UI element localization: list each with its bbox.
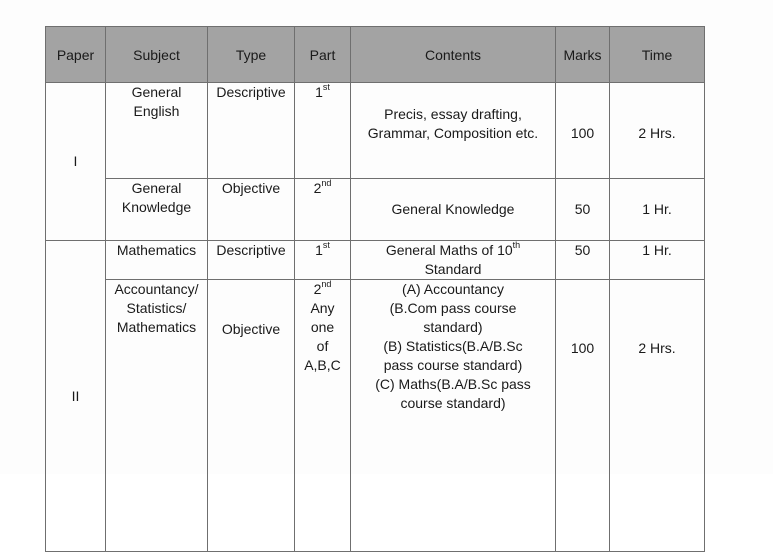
subject-line: Mathematics xyxy=(116,319,197,335)
contents-line: (A) Accountancy xyxy=(402,281,504,297)
subject-cell xyxy=(106,280,208,552)
header-contents: Contents xyxy=(351,27,556,83)
part-note-line: of xyxy=(316,338,329,354)
subject-line: Mathematics xyxy=(116,242,197,258)
table-row xyxy=(46,241,705,280)
type-text: Objective xyxy=(221,321,281,337)
part-cell xyxy=(295,280,351,552)
header-time: Time xyxy=(610,27,705,83)
subject-line: General xyxy=(131,84,182,100)
contents-line: Standard xyxy=(424,261,482,277)
paper-cell-2 xyxy=(46,241,106,552)
part-number: 2 xyxy=(313,281,322,297)
time-cell xyxy=(610,179,705,241)
contents-line: Grammar, Composition etc. xyxy=(367,125,539,141)
header-subject: Subject xyxy=(106,27,208,83)
part-ordinal: st xyxy=(322,240,330,251)
part-number: 1 xyxy=(315,84,323,100)
type-cell xyxy=(208,241,295,280)
part-number: 1 xyxy=(315,242,323,258)
type-cell xyxy=(208,83,295,179)
header-paper: Paper xyxy=(46,27,106,83)
time-value: 1 Hr. xyxy=(642,242,672,258)
contents-line: General Knowledge xyxy=(391,201,515,217)
part-cell xyxy=(295,179,351,241)
part-ordinal: nd xyxy=(321,279,332,290)
type-cell xyxy=(208,179,295,241)
header-part: Part xyxy=(295,27,351,83)
part-cell xyxy=(295,241,351,280)
type-text: Descriptive xyxy=(216,242,286,258)
table-row xyxy=(46,280,705,552)
contents-cell xyxy=(351,83,556,179)
table-row xyxy=(46,179,705,241)
type-text: Descriptive xyxy=(216,84,286,100)
contents-line: course standard) xyxy=(400,395,506,411)
marks-value: 100 xyxy=(570,125,595,141)
paper-number: II xyxy=(71,387,80,404)
part-note-line: one xyxy=(310,319,335,335)
part-ordinal: st xyxy=(322,82,330,93)
marks-cell xyxy=(556,241,610,280)
subject-line: Statistics/ xyxy=(126,300,187,316)
table-header-row xyxy=(46,27,705,83)
contents-cell xyxy=(351,280,556,552)
subject-line: Accountancy/ xyxy=(114,281,199,297)
paper-number: I xyxy=(73,153,78,169)
marks-cell xyxy=(556,83,610,179)
marks-value: 50 xyxy=(574,201,591,217)
contents-line: Precis, essay drafting, xyxy=(384,106,522,122)
subject-line: General xyxy=(131,180,182,196)
time-value: 2 Hrs. xyxy=(638,340,676,356)
subject-line: English xyxy=(133,103,180,119)
part-cell xyxy=(295,83,351,179)
contents-line: (C) Maths(B.A/B.Sc pass xyxy=(375,376,531,392)
time-cell xyxy=(610,280,705,552)
contents-cell xyxy=(351,179,556,241)
marks-value: 50 xyxy=(574,242,591,258)
header-marks: Marks xyxy=(556,27,610,83)
table-row xyxy=(46,83,705,179)
contents-line: (B) Statistics(B.A/B.Sc xyxy=(383,338,523,354)
subject-line: Knowledge xyxy=(121,199,192,215)
contents-cell xyxy=(351,241,556,280)
contents-line: standard) xyxy=(423,319,483,335)
time-value: 2 Hrs. xyxy=(638,125,676,141)
marks-value: 100 xyxy=(570,340,595,356)
contents-line: pass course standard) xyxy=(383,357,523,373)
paper-cell-1 xyxy=(46,83,106,241)
exam-scheme-table xyxy=(45,26,705,552)
time-cell xyxy=(610,83,705,179)
part-ordinal: nd xyxy=(321,178,332,189)
marks-cell xyxy=(556,280,610,552)
marks-cell xyxy=(556,179,610,241)
part-number: 2 xyxy=(313,180,322,196)
part-note-line: A,B,C xyxy=(304,357,341,373)
subject-cell xyxy=(106,241,208,280)
type-text: Objective xyxy=(221,180,281,196)
subject-cell xyxy=(106,83,208,179)
subject-cell xyxy=(106,179,208,241)
type-cell xyxy=(208,280,295,552)
contents-line: General Maths of 10 xyxy=(385,242,513,258)
header-type: Type xyxy=(208,27,295,83)
contents-ordinal: th xyxy=(512,240,521,251)
part-note-line: Any xyxy=(310,300,335,316)
contents-line: (B.Com pass course xyxy=(389,300,517,316)
time-value: 1 Hr. xyxy=(642,201,672,217)
time-cell xyxy=(610,241,705,280)
